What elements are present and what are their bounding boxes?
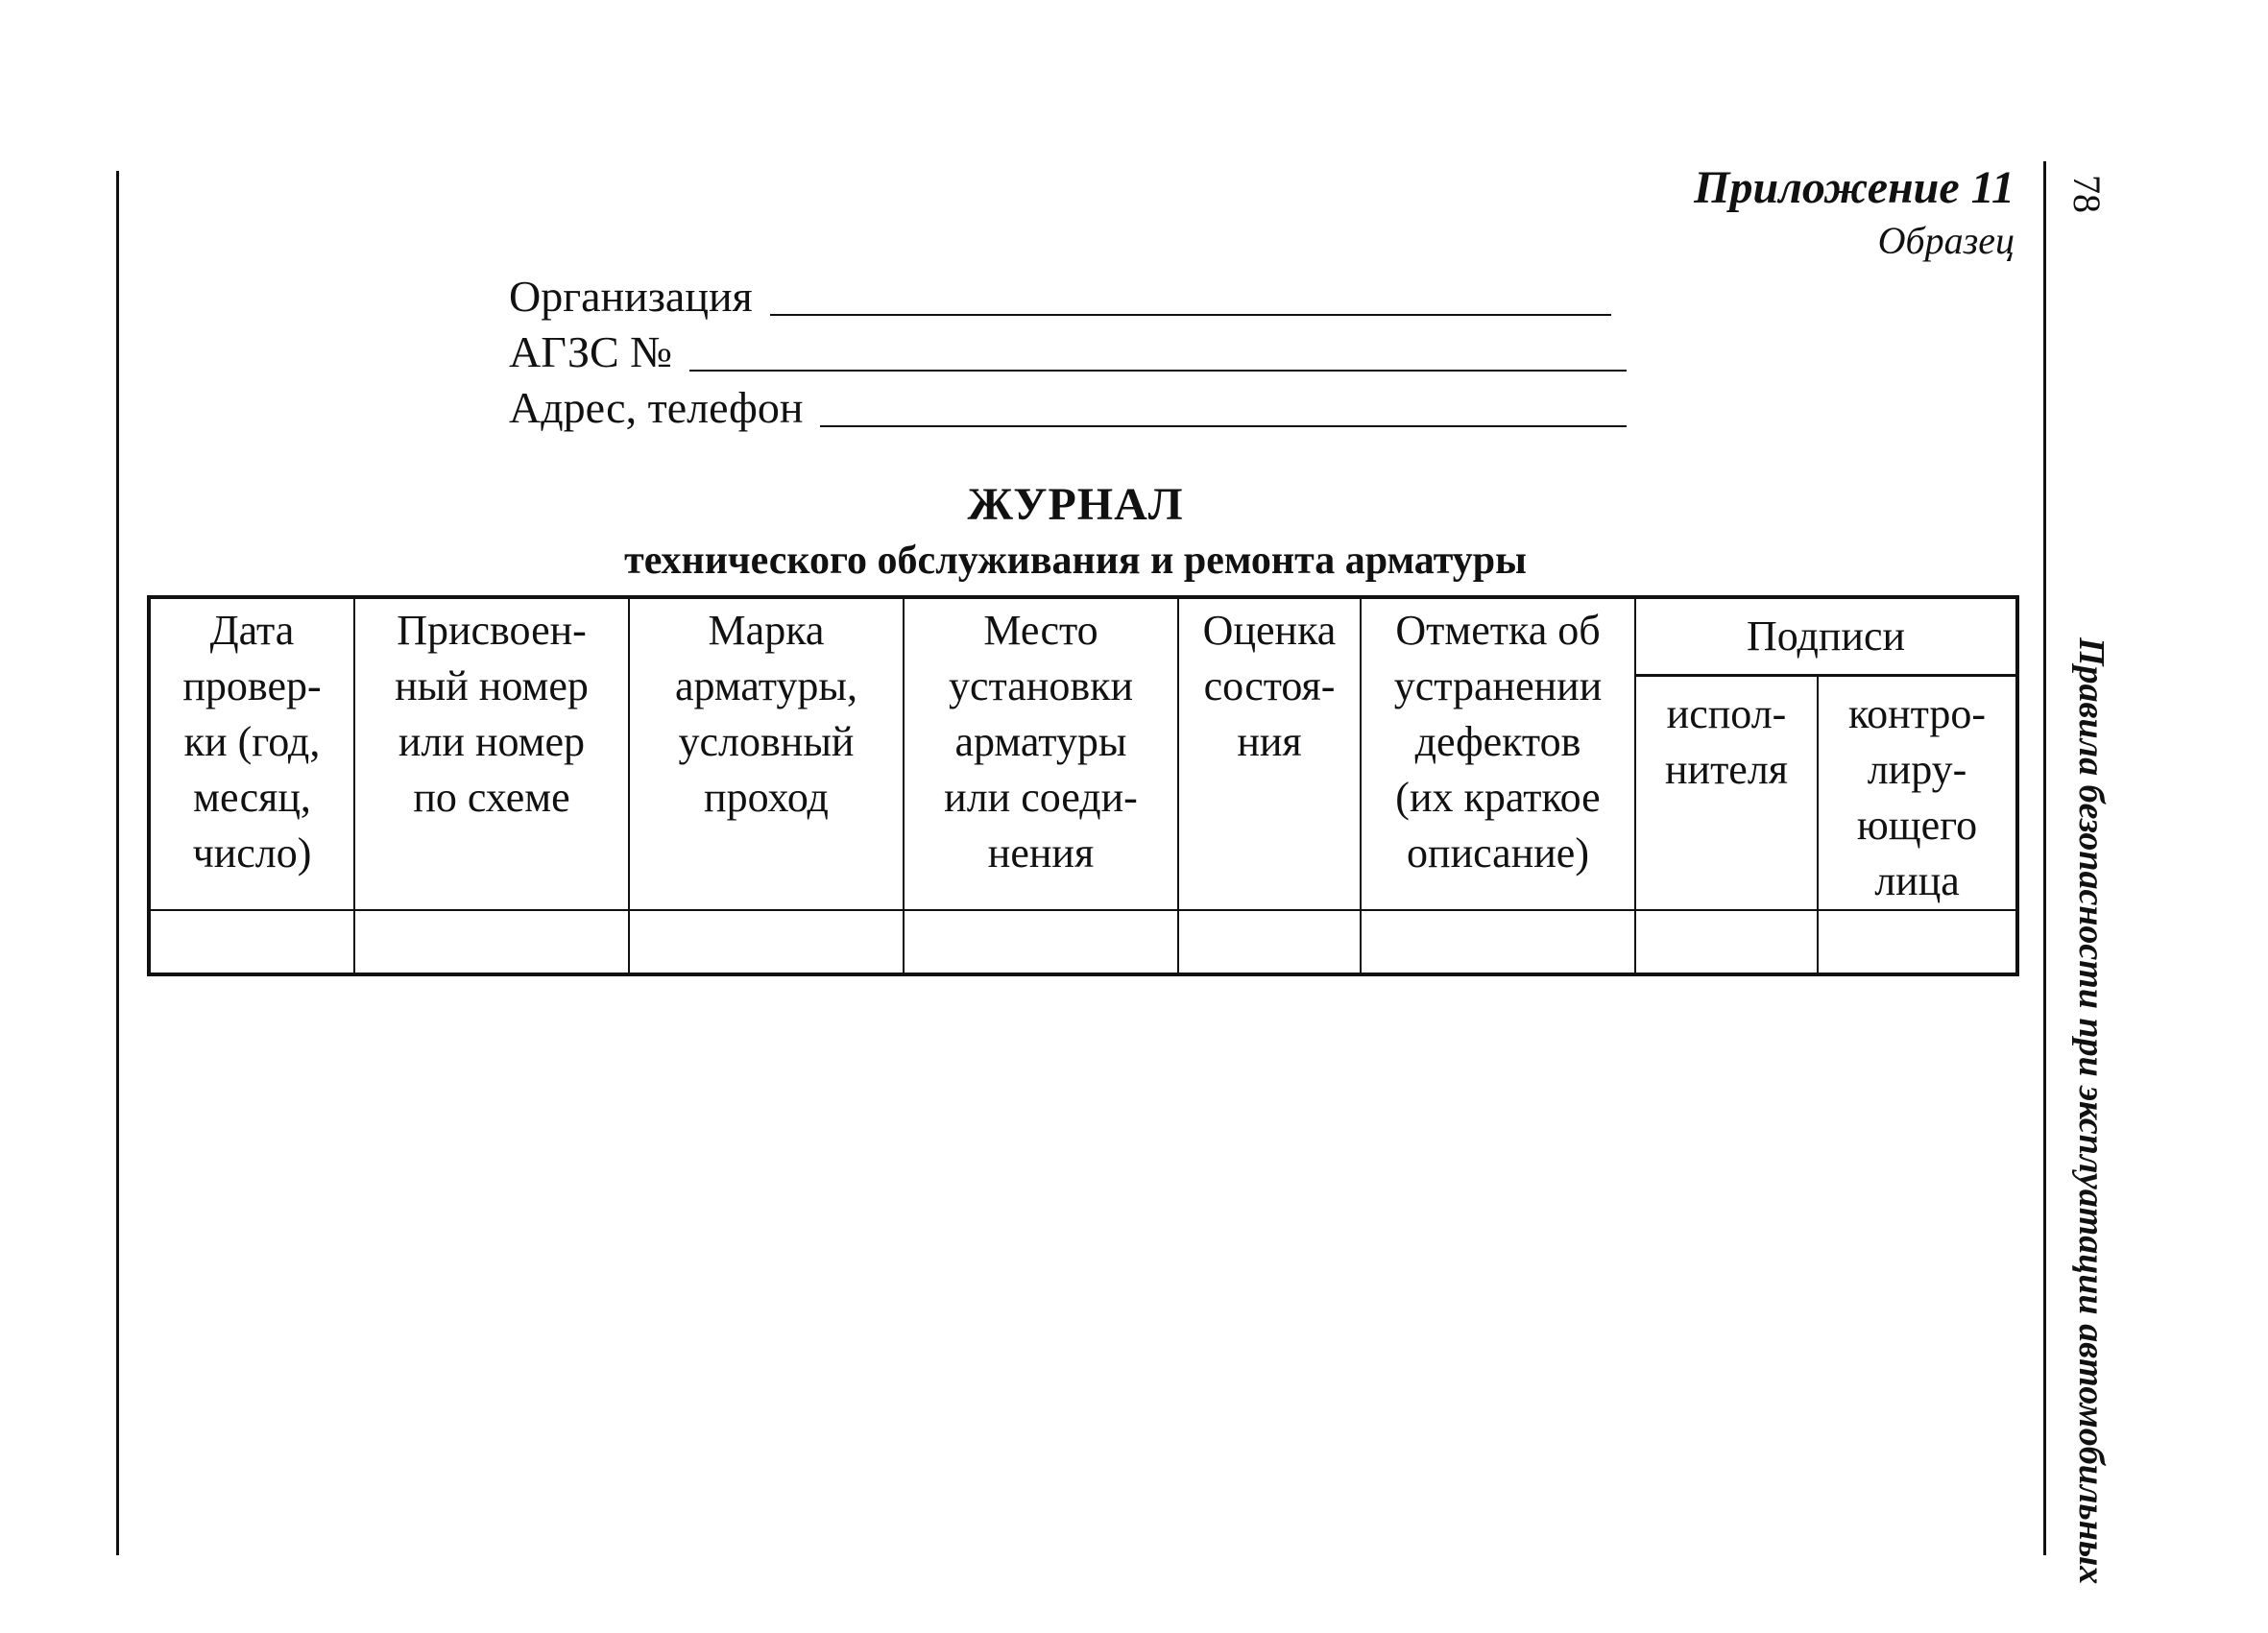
running-title-text: Правила безопасности при эксплуатации автомобильных xyxy=(2071,637,2111,1585)
table-cell[interactable] xyxy=(1635,910,1818,974)
table-header-row xyxy=(149,597,2017,676)
column-header-condition: Оценка состоя- ния xyxy=(1178,597,1361,910)
journal-title: ЖУРНАЛ xyxy=(967,479,1184,530)
column-header-valve-brand: Марка арматуры, условный проход xyxy=(629,597,904,910)
agzs-number-blank-line[interactable] xyxy=(689,331,1627,372)
right-margin-rule xyxy=(2043,161,2046,1555)
running-title xyxy=(2063,637,2120,1585)
address-phone-field xyxy=(509,382,1627,433)
table-cell[interactable] xyxy=(1818,910,2017,974)
address-phone-label: Адрес, телефон xyxy=(509,383,804,432)
column-header-executor: испол- нителя xyxy=(1635,676,1818,911)
table-cell[interactable] xyxy=(354,910,629,974)
table-cell[interactable] xyxy=(904,910,1178,974)
table-cell[interactable] xyxy=(1178,910,1361,974)
table-row xyxy=(149,910,2017,974)
column-header-date: Дата провер- ки (год, месяц, число) xyxy=(149,597,354,910)
organization-field xyxy=(509,271,1611,322)
left-margin-rule xyxy=(116,171,119,1555)
address-phone-blank-line[interactable] xyxy=(820,387,1627,427)
column-header-installation-place: Место установки арматуры или соеди- нения xyxy=(904,597,1178,910)
maintenance-log-table xyxy=(147,595,2019,976)
appendix-label: Приложение 11 xyxy=(1694,162,2015,213)
column-header-assigned-number: Присвоен- ный номер или номер по схеме xyxy=(354,597,629,910)
table-cell[interactable] xyxy=(1361,910,1635,974)
column-header-controller: контро- лиру- ющего лица xyxy=(1818,676,2017,911)
journal-subtitle: технического обслуживания и ремонта арматуры xyxy=(624,539,1527,583)
column-header-defect-note: Отметка об устранении дефектов (их краткое описание) xyxy=(1361,597,1635,910)
table-cell[interactable] xyxy=(629,910,904,974)
column-group-signatures: Подписи xyxy=(1635,597,2017,676)
organization-blank-line[interactable] xyxy=(770,276,1611,316)
page-number: 78 xyxy=(2065,175,2110,213)
organization-label: Организация xyxy=(509,272,753,321)
agzs-number-label: АГЗС № xyxy=(509,327,673,376)
agzs-number-field xyxy=(509,326,1627,377)
table-cell[interactable] xyxy=(149,910,354,974)
sample-label: Образец xyxy=(1877,219,2015,262)
